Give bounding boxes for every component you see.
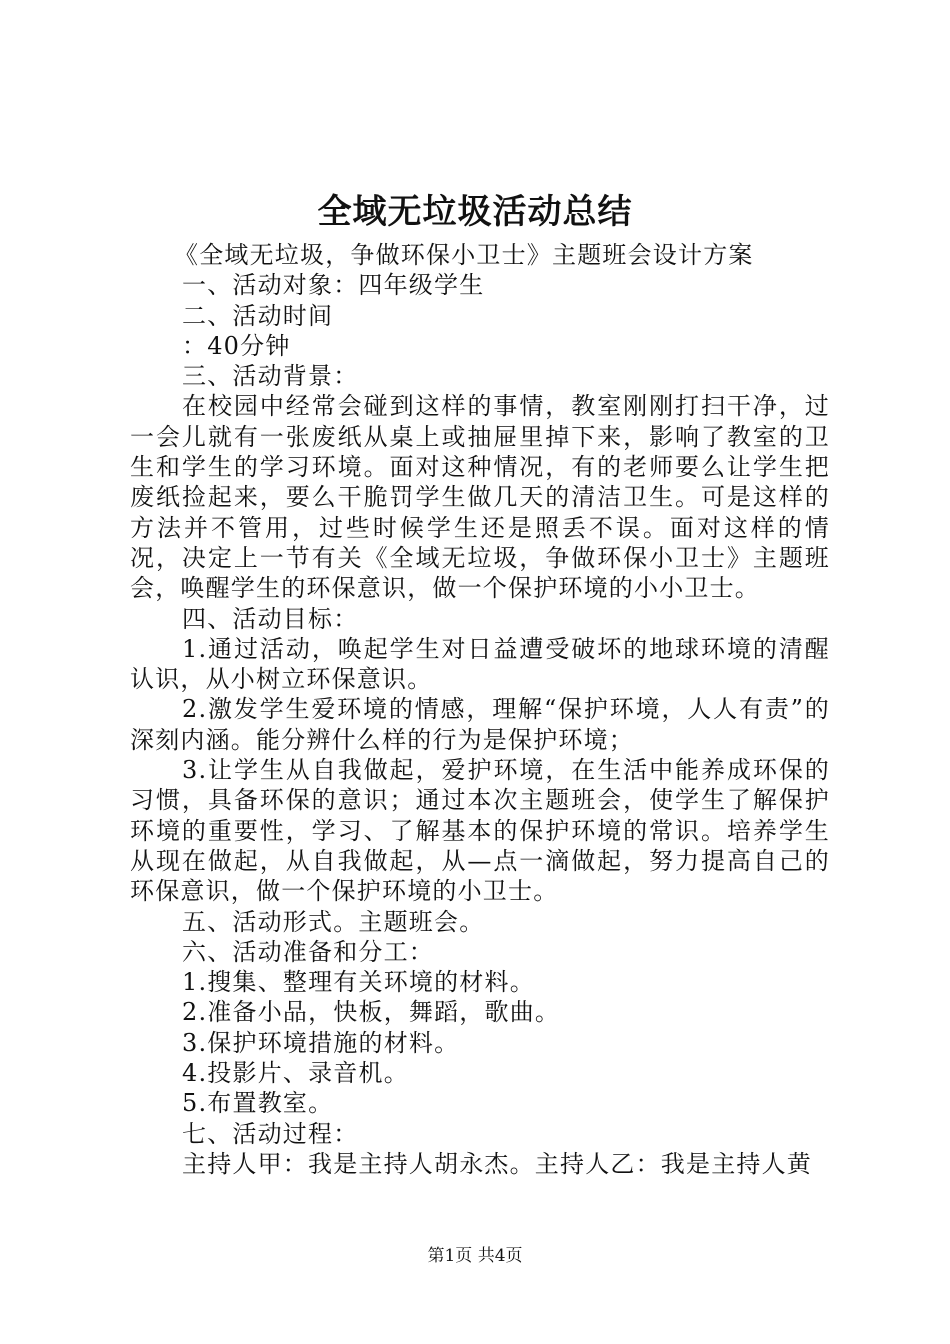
- paragraph: 1.搜集、整理有关环境的材料。: [182, 968, 535, 997]
- paragraph: 2.激发学生爱环境的情感，理解“保护环境，人人有责”的深刻内涵。能分辨什么样的行为是保护环境；: [130, 695, 830, 754]
- paragraph: 2.准备小品，快板，舞蹈，歌曲。: [182, 998, 561, 1027]
- paragraph: 四、活动目标：: [182, 604, 359, 633]
- paragraph: 3.保护环境措施的材料。: [182, 1028, 460, 1057]
- paragraph: 1.通过活动，唤起学生对日益遭受破坏的地球环境的清醒认识，从小树立环保意识。: [130, 634, 830, 694]
- paragraph: 五、活动形式。主题班会。: [182, 907, 485, 936]
- paragraph: ：40分钟: [182, 331, 291, 360]
- paragraph: 二、活动时间: [182, 301, 334, 330]
- paragraph: 一、活动对象：四年级学生: [182, 271, 485, 300]
- paragraph: 5.布置教室。: [182, 1089, 334, 1118]
- subtitle-paragraph: 《全域无垃圾，争做环保小卫士》主题班会设计方案: [174, 241, 754, 269]
- paragraph: 主持人甲：我是主持人胡永杰。主持人乙：我是主持人黄: [182, 1149, 812, 1178]
- document-body: [130, 240, 830, 1179]
- page-number-footer: 第1页 共4页: [427, 1246, 523, 1266]
- paragraph: 三、活动背景：: [182, 362, 359, 391]
- paragraph: 3.让学生从自我做起，爱护环境，在生活中能养成环保的习惯，具备环保的意识；通过本次主题班会，使学生了解保护环境的重要性，学习、了解基本的保护环境的常识。培养学生从现在做起，从自我做起，从—点一滴做起，努力提高自己的环保意识，做一个保护环境的小卫士。: [130, 756, 830, 906]
- paragraph: 六、活动准备和分工：: [182, 937, 434, 966]
- paragraph: 在校园中经常会碰到这样的事情，教室刚刚打扫干净，过一会儿就有一张废纸从桌上或抽屉里掉下来，影响了教室的卫生和学生的学习环境。面对这种情况，有的老师要么让学生把废纸捡起来，要么干脆罚学生做几天的清洁卫生。可是这样的方法并不管用，过些时候学生还是照丢不误。面对这样的情况，决定上一节有关《全域无垃圾，争做环保小卫士》主题班会，唤醒学生的环保意识，做一个保护环境的小小卫士。: [130, 392, 830, 603]
- paragraph: 七、活动过程：: [182, 1119, 359, 1148]
- paragraph: 4.投影片、录音机。: [182, 1059, 409, 1088]
- document-title: 全域无垃圾活动总结: [317, 192, 633, 232]
